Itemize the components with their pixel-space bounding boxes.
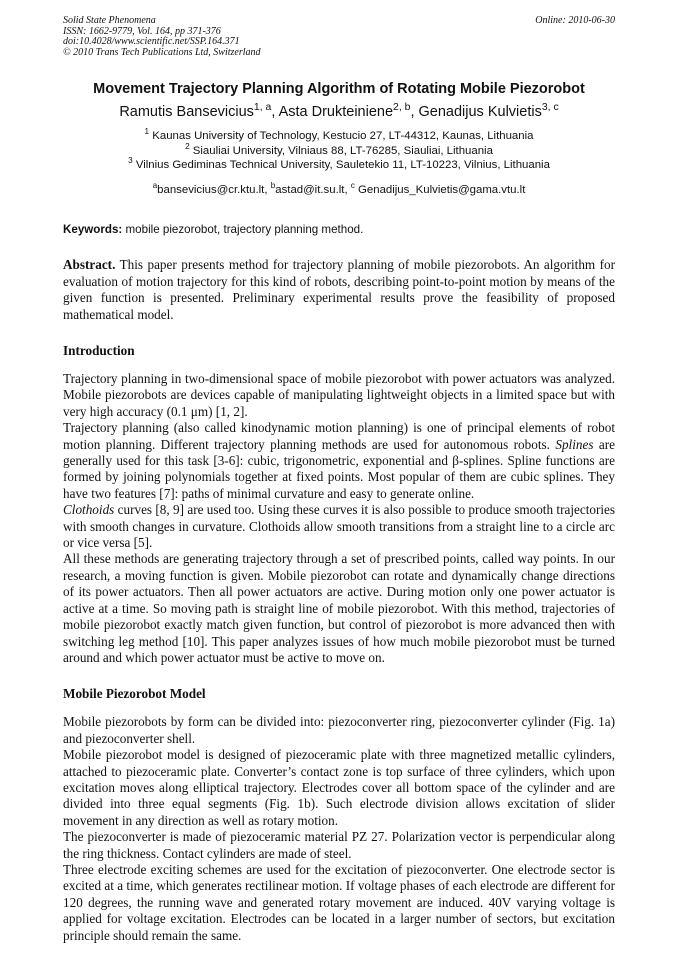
paragraph: Mobile piezorobots by form can be divided into: piezoconverter ring, piezoconverter cylinder (Fig. 1a) and piezoconverter shell. bbox=[63, 714, 615, 746]
paragraph: Clothoids curves [8, 9] are used too. Using these curves it is also possible to produce smooth trajectories with smooth changes in curvature. Clothoids allow smooth transitions from a straight line to a circle arc or vice versa [5]. bbox=[63, 502, 615, 551]
email-link[interactable]: bansevicius@cr.ktu.lt bbox=[157, 183, 265, 196]
journal-header bbox=[63, 16, 261, 58]
online-date: Online: 2010-06-30 bbox=[535, 15, 615, 26]
author-name: Genadijus Kulvietis bbox=[418, 104, 542, 120]
author-name: Asta Drukteiniene bbox=[278, 104, 394, 120]
email-link[interactable]: Genadijus_Kulvietis@gama.vtu.lt bbox=[358, 183, 526, 196]
journal-name: Solid State Phenomena bbox=[63, 15, 156, 26]
affiliation: $^2$ Siauliai University, Vilniaus 88, LT-76285, Siauliai, Lithuania bbox=[185, 141, 493, 157]
copyright-line: © 2010 Trans Tech Publications Ltd, Switzerland bbox=[63, 46, 261, 58]
keywords-text: mobile piezorobot, trajectory planning method. bbox=[125, 223, 364, 237]
paper-body bbox=[63, 80, 615, 944]
affiliation: $^1$ Kaunas University of Technology, Kestucio 27, LT-44312, Kaunas, Lithuania bbox=[144, 127, 534, 142]
abstract bbox=[63, 257, 615, 323]
author-sup: 2, b bbox=[393, 102, 411, 114]
abstract-label: Abstract. bbox=[63, 257, 116, 273]
author-list: Ramutis Bansevicius$^{1, a}$, Asta Drukteiniene$^{2, b}$, Genadijus Kulvietis$^{3, c}$ bbox=[119, 102, 559, 120]
author-name: Ramutis Bansevicius bbox=[119, 104, 254, 120]
author-sup: 3, c bbox=[541, 102, 559, 114]
paragraph: The piezoconverter is made of piezoceramic material PZ 27. Polarization vector is perpendicular along the ring thickness. Contact cylinders are made of steel. bbox=[63, 829, 615, 861]
keywords bbox=[63, 223, 615, 237]
author-sup: 1, a bbox=[253, 102, 272, 114]
issn-line: ISSN: 1662-9779, Vol. 164, pp 371-376 bbox=[63, 25, 221, 37]
email-list: $^a$bansevicius@cr.ktu.lt, $^b$astad@it.su.lt, $^c$ Genadijus_Kulvietis@gama.vtu.lt bbox=[152, 180, 526, 196]
doi-line: doi:10.4028/www.scientific.net/SSP.164.371 bbox=[63, 36, 240, 48]
paper-title: Movement Trajectory Planning Algorithm of Rotating Mobile Piezorobot bbox=[93, 81, 585, 97]
affiliations bbox=[63, 129, 615, 173]
email-link[interactable]: astad@it.su.lt bbox=[275, 183, 345, 196]
paragraph: Mobile piezorobot model is designed of piezoceramic plate with three magnetized metallic cylinders, attached to piezoceramic plate. Converter’s contact zone is top surface of three cylinders, which upon excitation moves along elliptical trajectory. Electrodes cover all bottom space of the cylinder and are divided into three equal segments (Fig. 1b). Such electrode division allows excitation of slider movement in any direction as well as rotary motion. bbox=[63, 747, 615, 828]
abstract-text: This paper presents method for trajectory planning of mobile piezorobots. An algorithm for evaluation of motion trajectory for this kind of robots, describing point-to-point motion by means of the given function is presented. Preliminary experimental results prove the feasibility of proposed mathematical model. bbox=[63, 257, 615, 322]
section-heading-introduction: Introduction bbox=[63, 343, 135, 358]
paragraph: Trajectory planning (also called kinodynamic motion planning) is one of principal elements of robot motion planning. Different trajectory planning methods are used for autonomous robots. Splines are generally used for this task [3-6]: cubic, trigonometric, exponential and β-splines. Spline functions are formed by joining polynomials together at fixed points. Most popular of them are cubic splines. They have two features [7]: paths of minimal curvature and easy to generate online. bbox=[63, 420, 616, 501]
affiliation: $^3$ Vilnius Gediminas Technical University, Sauletekio 11, LT-10223, Vilnius, Lithuania bbox=[128, 156, 550, 172]
paragraph: All these methods are generating trajectory through a set of prescribed points, called way points. In our research, a moving function is given. Mobile piezorobot can rotate and dynamically change directions of its power actuators. Then all power actuators are active. During motion only one power actuator is active at a time. So moving path is straight line of mobile piezorobot. With this method, trajectories of mobile piezorobot exactly match given function, but control of piezorobot is more advanced then with switching leg method [10]. This paper analyzes issues of how much mobile piezorobot must be turned around and which power actuator must be active to move on. bbox=[63, 551, 615, 665]
paragraph: Trajectory planning in two-dimensional space of mobile piezorobot with power actuators was analyzed. Mobile piezorobots are devices capable of manipulating lightweight objects in a limited space but with very high accuracy (0.1 μm) [1, 2]. bbox=[63, 371, 615, 419]
section-heading-model: Mobile Piezorobot Model bbox=[63, 686, 206, 702]
keywords-label: Keywords: bbox=[63, 223, 123, 237]
paragraph: Three electrode exciting schemes are used for the excitation of piezoconverter. One electrode sector is excited at a time, which generates rectilinear motion. If voltage phases of each electrode are different for 120 degrees, the running wave and generated rotary movement are induced. 40V varying voltage is applied for voltage excitation. Electrodes can be located in a larger number of sectors, but excitation principle should remain the same. bbox=[63, 861, 615, 943]
